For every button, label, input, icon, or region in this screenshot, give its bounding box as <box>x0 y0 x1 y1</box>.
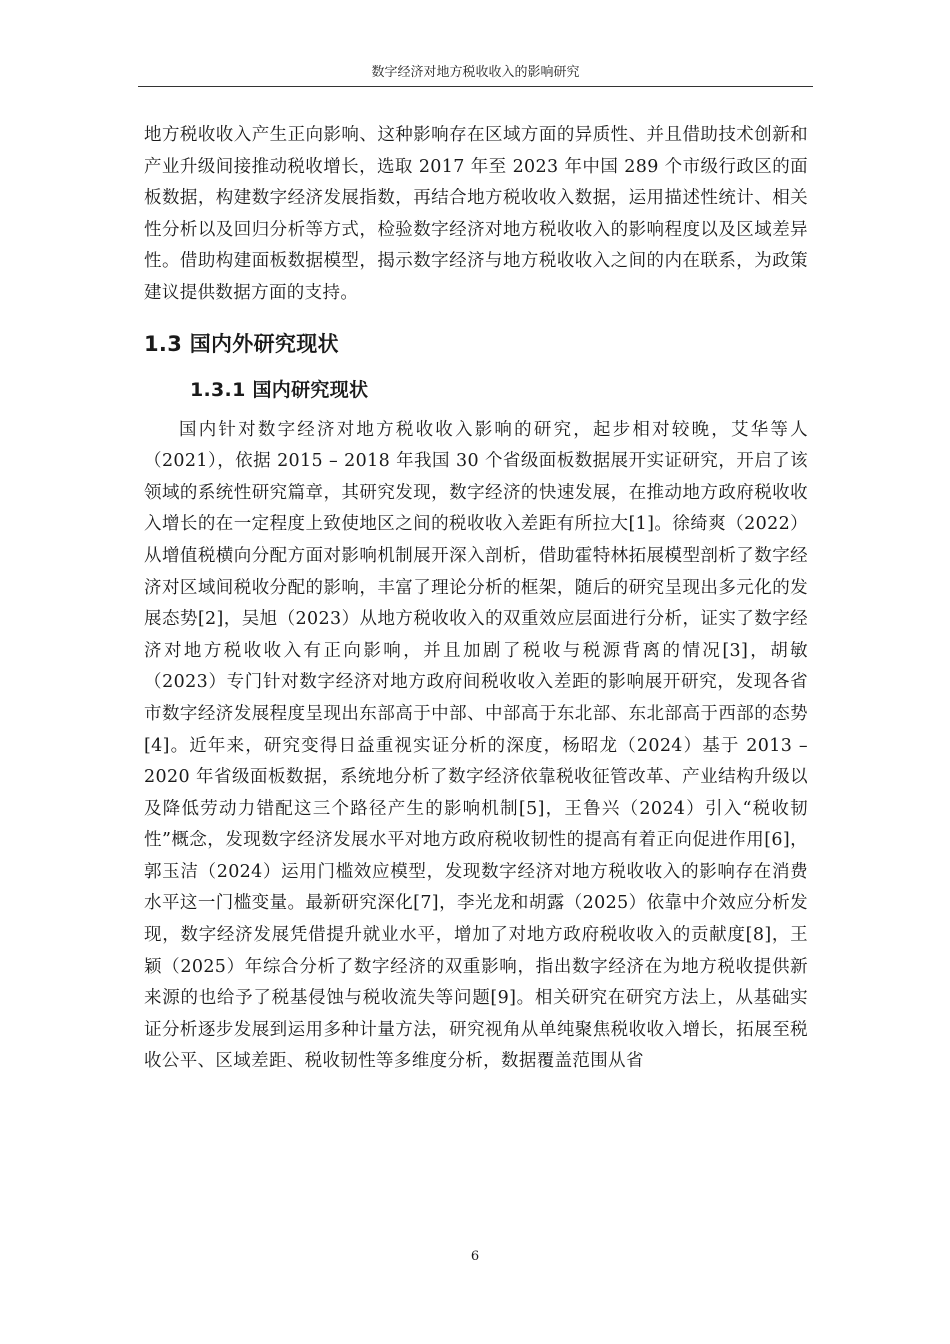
header-divider <box>138 86 813 87</box>
main-content <box>144 120 808 1078</box>
domestic-research-paragraph: 国内针对数字经济对地方税收收入影响的研究，起步相对较晚，艾华等人（2021），依据 2015 – 2018 年我国 30 个省级面板数据展开实证研究，开启了该领域的系统性研究篇章，其研究发现，数字经济的快速发展，在推动地方政府税收收入增长的在一定程度上致使地区之间的税收收入差距有所拉大[1]。徐绮爽（2022）从增值税横向分配方面对影响机制展开深入剖析，借助霍特林拓展模型剖析了数字经济对区域间税收分配的影响，丰富了理论分析的框架，随后的研究呈现出多元化的发展态势[2]，吴旭（2023）从地方税收收入的双重效应层面进行分析，证实了数字经济对地方税收收入有正向影响，并且加剧了税收与税源背离的情况[3]，胡敏（2023）专门针对数字经济对地方政府间税收收入差距的影响展开研究，发现各省市数字经济发展程度呈现出东部高于中部、中部高于东北部、东北部高于西部的态势[4]。近年来，研究变得日益重视实证分析的深度，杨昭龙（2024）基于 2013 – 2020 年省级面板数据，系统地分析了数字经济依靠税收征管改革、产业结构升级以及降低劳动力错配这三个路径产生的影响机制[5]，王鲁兴（2024）引入“税收韧性”概念，发现数字经济发展水平对地方政府税收韧性的提高有着正向促进作用[6]，郭玉洁（2024）运用门槛效应模型，发现数字经济对地方税收收入的影响存在消费水平这一门槛变量。最新研究深化[7]，李光龙和胡露（2025）依靠中介效应分析发现，数字经济发展凭借提升就业水平，增加了对地方政府税收收入的贡献度[8]，王颖（2025）年综合分析了数字经济的双重影响，指出数字经济在为地方税收提供新来源的也给予了税基侵蚀与税收流失等问题[9]。相关研究在研究方法上，从基础实证分析逐步发展到运用多种计量方法，研究视角从单纯聚焦税收收入增长，拓展至税收公平、区域差距、税收韧性等多维度分析，数据覆盖范围从省 <box>144 419 808 1072</box>
section-heading: 1.3 国内外研究现状 <box>144 331 339 356</box>
page-number: 6 <box>470 1249 480 1264</box>
subsection-heading: 1.3.1 国内研究现状 <box>190 378 369 401</box>
running-header-title: 数字经济对地方税收收入的影响研究 <box>371 65 580 80</box>
intro-paragraph: 地方税收收入产生正向影响、这种影响存在区域方面的异质性、并且借助技术创新和产业升级间接推动税收增长，选取 2017 年至 2023 年中国 289 个市级行政区的面板数据，构建数字经济发展指数，再结合地方税收收入数据，运用描述性统计、相关性分析以及回归分析等方式，检验数字经济对地方税收收入的影响程度以及区域差异性。借助构建面板数据模型，揭示数字经济与地方税收收入之间的内在联系，为政策建议提供数据方面的支持。 <box>144 125 808 303</box>
